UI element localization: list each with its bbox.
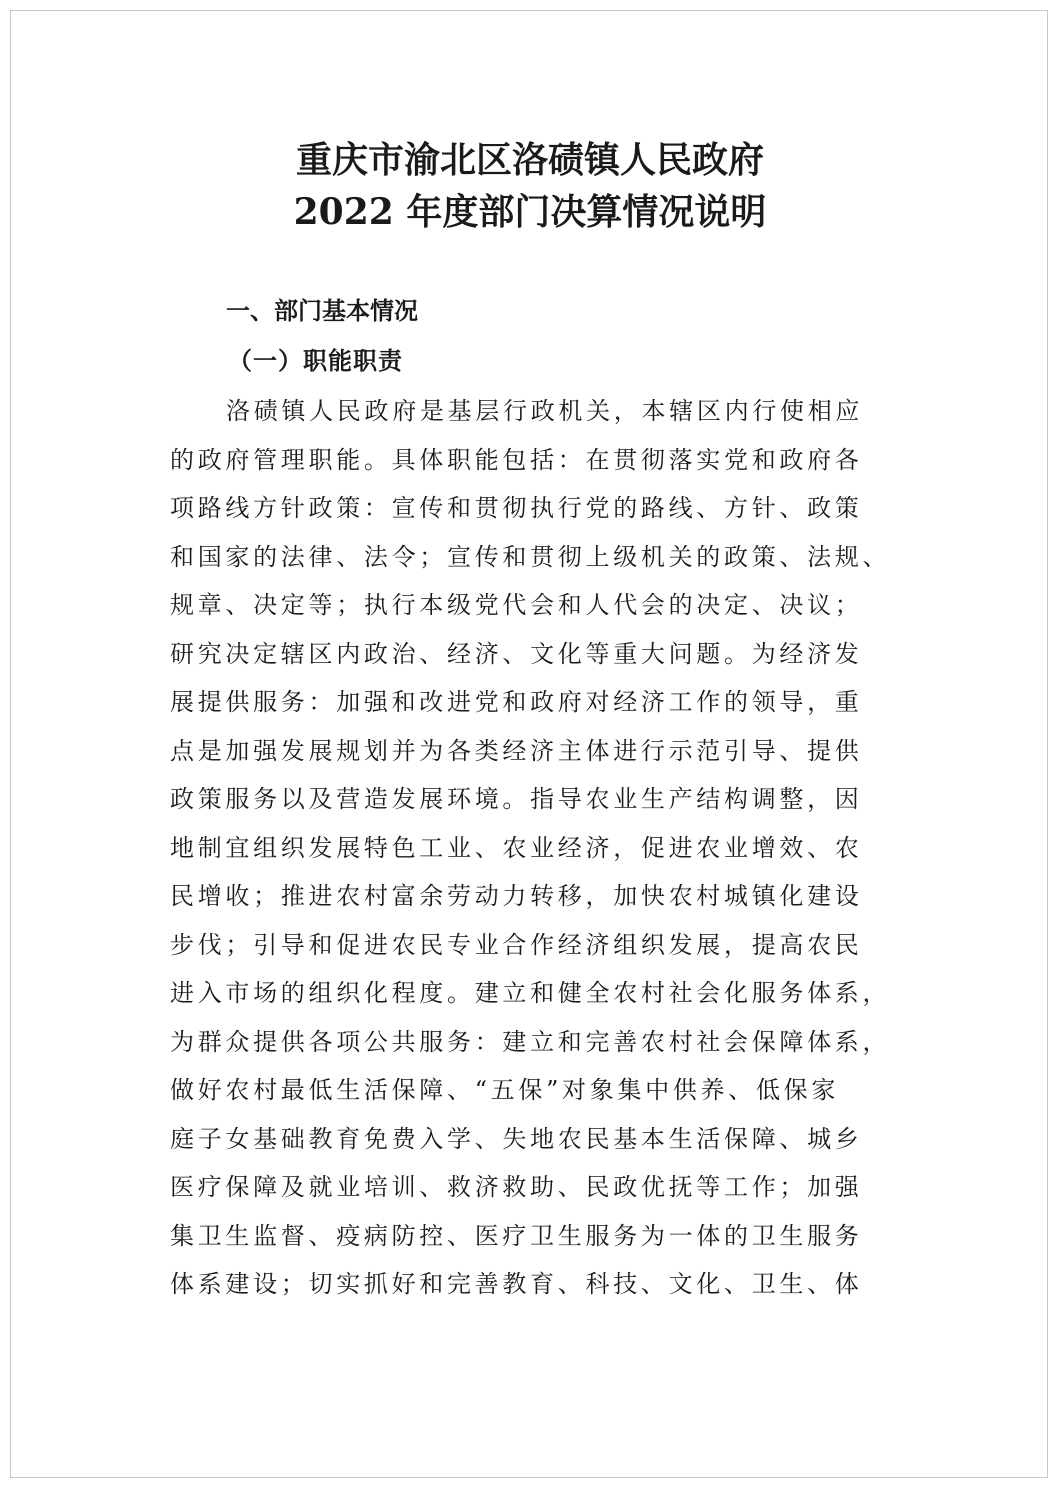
paragraph-line: 项路线方针政策：宣传和贯彻执行党的路线、方针、政策: [170, 494, 863, 522]
paragraph-line: 和国家的法律、法令；宣传和贯彻上级机关的政策、法规、: [170, 542, 891, 571]
paragraph-line: 为群众提供各项公共服务：建立和完善农村社会保障体系，: [170, 1027, 891, 1056]
paragraph-line: 洛碛镇人民政府是基层行政机关，本辖区内行使相应: [226, 397, 864, 425]
paragraph-line: 进入市场的组织化程度。建立和健全农村社会化服务体系，: [170, 979, 891, 1007]
paragraph-line: 政策服务以及营造发展环境。指导农业生产结构调整，因: [170, 785, 863, 813]
paragraph-line: 研究决定辖区内政治、经济、文化等重大问题。为经济发: [170, 639, 863, 668]
paragraph-line: 点是加强发展规划并为各类经济主体进行示范引导、提供: [170, 736, 863, 765]
paragraph-line: 庭子女基础教育免费入学、失地农民基本生活保障、城乡: [170, 1124, 863, 1153]
paragraph-line: 医疗保障及就业培训、救济救助、民政优抚等工作；加强: [170, 1173, 863, 1201]
section-heading: 一、部门基本情况: [226, 296, 418, 325]
paragraph-line: 地制宜组织发展特色工业、农业经济，促进农业增效、农: [170, 833, 863, 862]
paragraph-line: 集卫生监督、疫病防控、医疗卫生服务为一体的卫生服务: [170, 1221, 863, 1250]
document-title-line1: 重庆市渝北区洛碛镇人民政府: [295, 139, 764, 181]
paragraph-line: 体系建设；切实抓好和完善教育、科技、文化、卫生、体: [170, 1270, 863, 1298]
document-title-line2: 2022 年度部门决算情况说明: [293, 191, 767, 233]
subsection-heading: （一）职能职责: [228, 346, 403, 375]
paragraph-line: 的政府管理职能。具体职能包括：在贯彻落实党和政府各: [170, 445, 863, 474]
paragraph-line: 展提供服务：加强和改进党和政府对经济工作的领导，重: [170, 688, 863, 716]
body-paragraph: [170, 392, 930, 1314]
paragraph-line: 规章、决定等；执行本级党代会和人代会的决定、决议；: [170, 591, 863, 619]
paragraph-line: 民增收；推进农村富余劳动力转移，加快农村城镇化建设: [170, 882, 863, 910]
paragraph-line: 做好农村最低生活保障、“五保”对象集中供养、低保家: [170, 1076, 840, 1104]
paragraph-line: 步伐；引导和促进农民专业合作经济组织发展，提高农民: [170, 930, 863, 959]
